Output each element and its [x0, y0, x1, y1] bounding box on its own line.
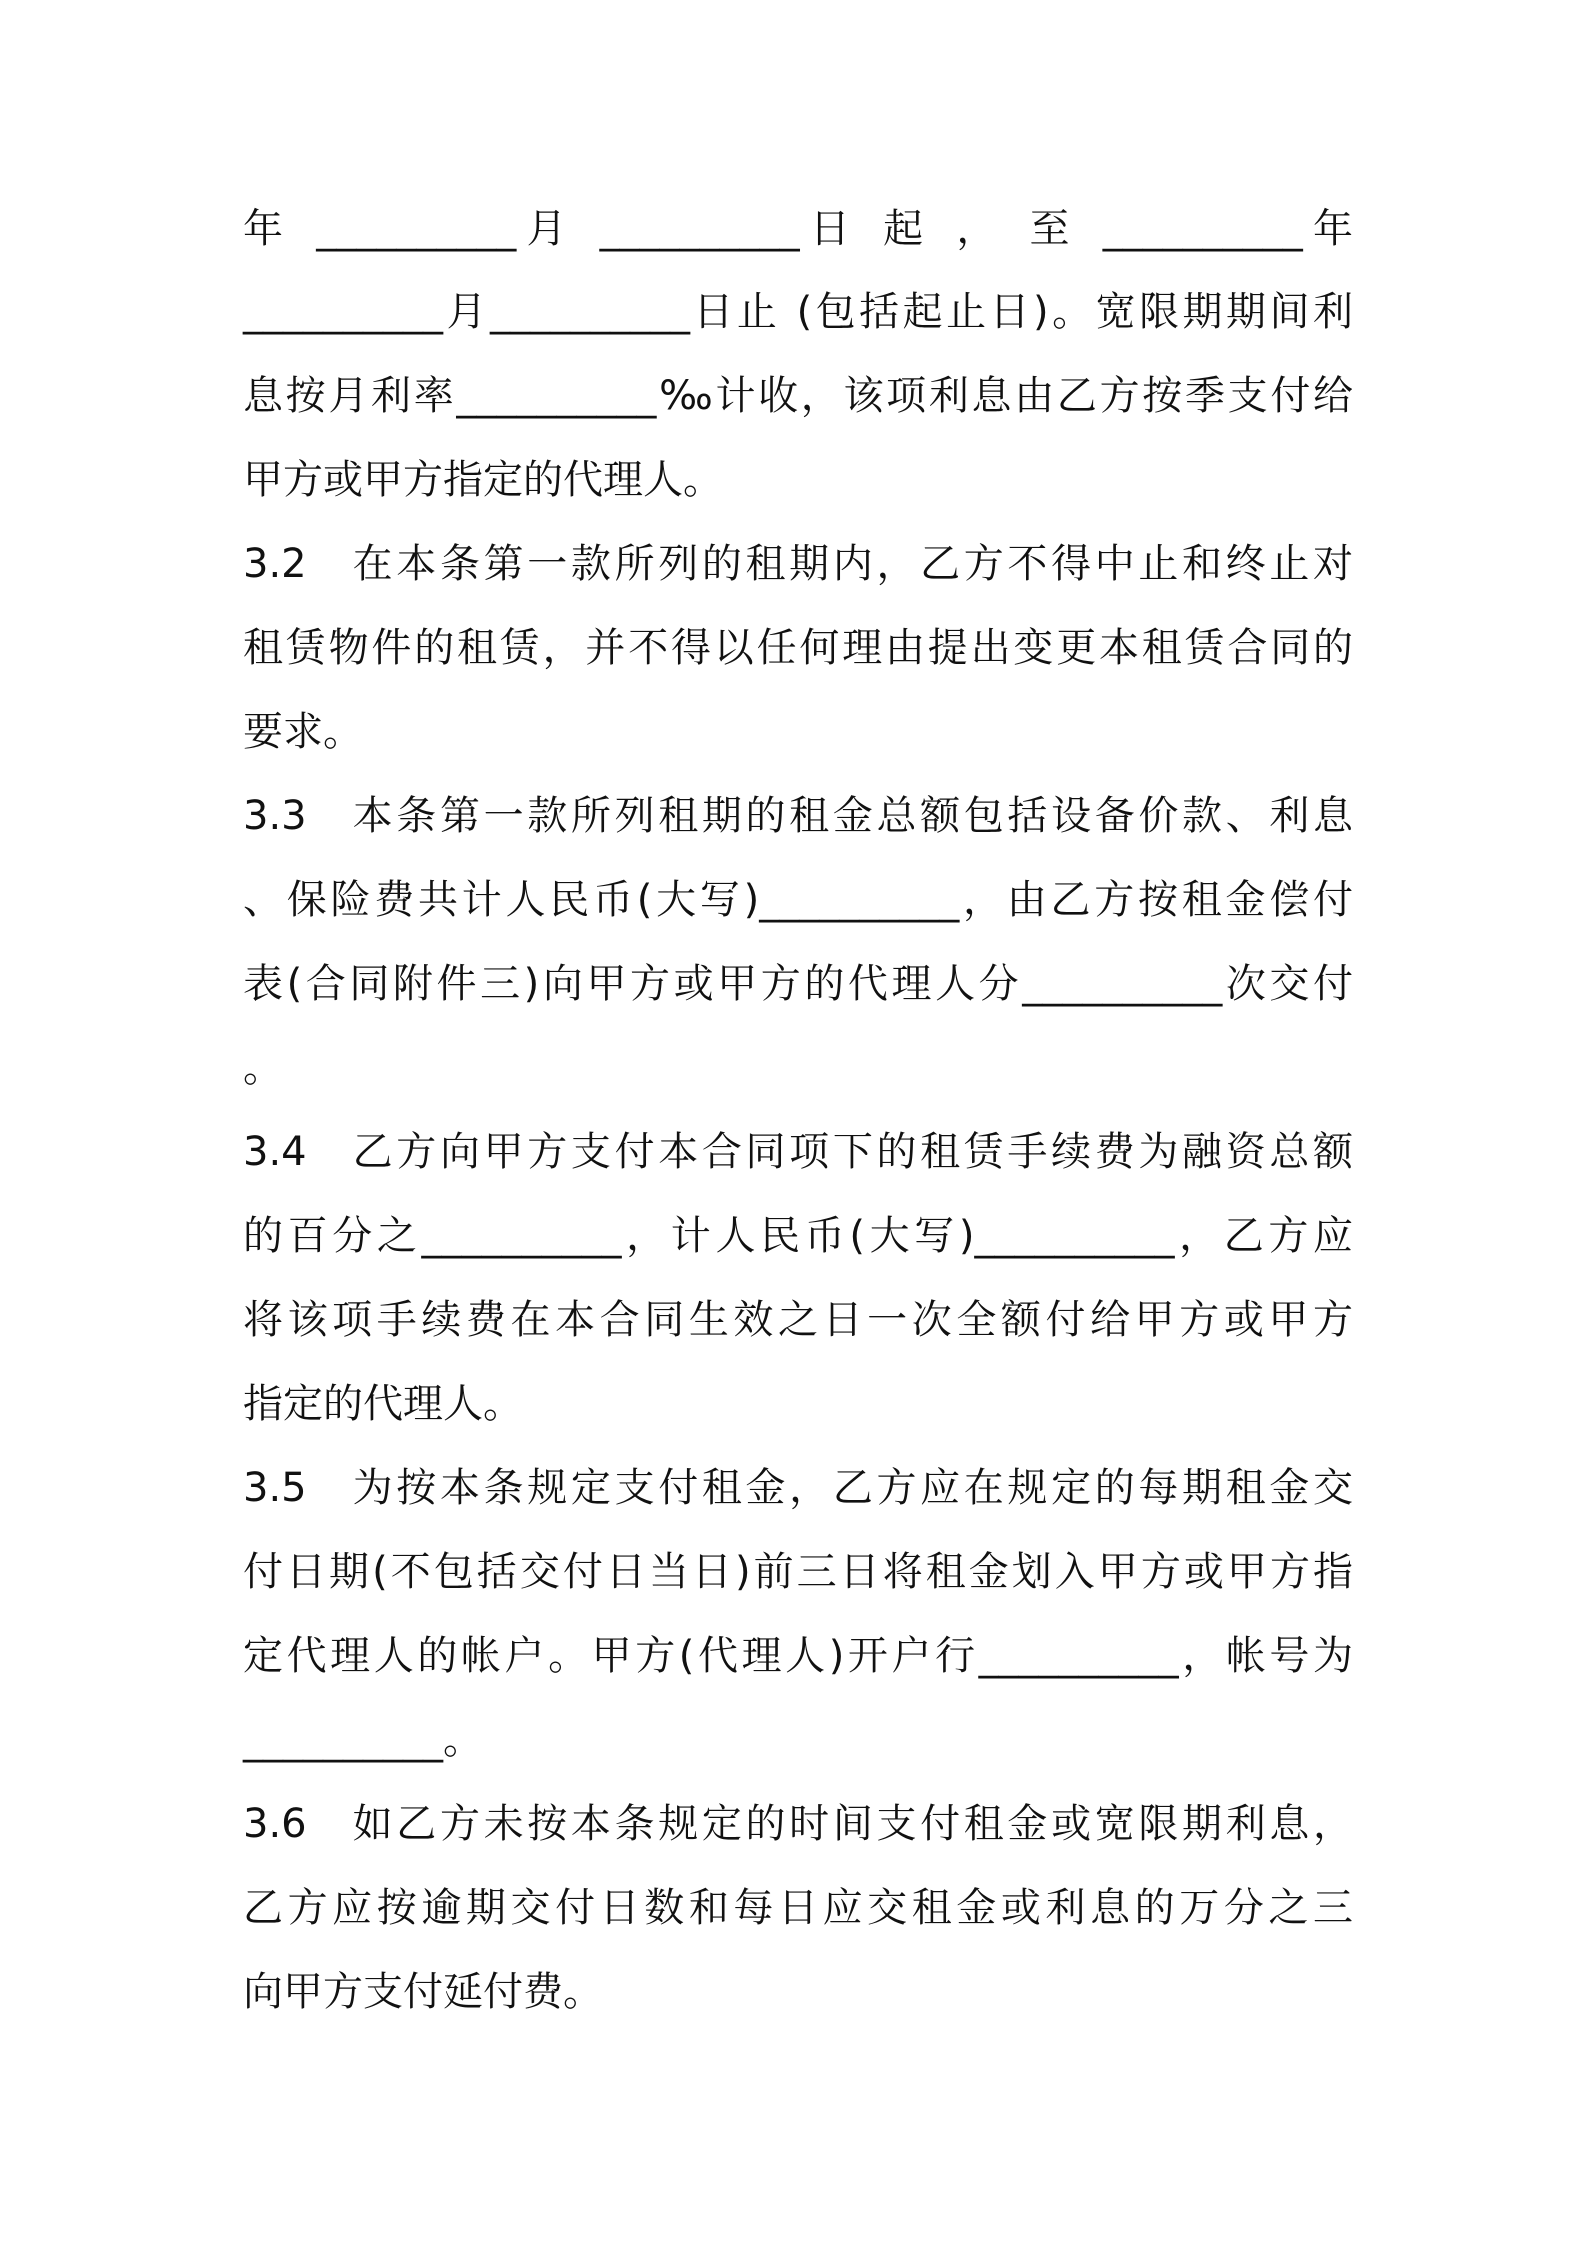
text-line: 表(合同附件三)向甲方或甲方的代理人分__________次交付 — [243, 961, 1353, 1007]
text-line: 年 __________月 __________日 起 ， 至 __________年 — [243, 206, 1353, 252]
clause-number: 3.3 — [243, 793, 307, 839]
text-line: 甲方或甲方指定的代理人。 — [243, 457, 723, 503]
clause-3-6-first-line — [243, 1801, 1353, 1847]
text-line: 付日期(不包括交付日当日)前三日将租金划入甲方或甲方指 — [243, 1549, 1353, 1595]
text-line: 要求。 — [243, 709, 363, 755]
clause-text: 为按本条规定支付租金，乙方应在规定的每期租金交 — [349, 1465, 1353, 1511]
text-line: 。 — [243, 1045, 283, 1091]
clause-text: 乙方向甲方支付本合同项下的租赁手续费为融资总额 — [349, 1129, 1353, 1175]
text-line: 定代理人的帐户。甲方(代理人)开户行__________，帐号为 — [243, 1633, 1353, 1679]
clause-number: 3.5 — [243, 1465, 307, 1511]
text-line: 租赁物件的租赁，并不得以任何理由提出变更本租赁合同的 — [243, 625, 1353, 671]
clause-number: 3.4 — [243, 1129, 307, 1175]
clause-text: 本条第一款所列租期的租金总额包括设备价款、利息 — [349, 793, 1353, 839]
text-line: 指定的代理人。 — [243, 1381, 523, 1427]
text-line: 、保险费共计人民币(大写)__________，由乙方按租金偿付 — [243, 877, 1353, 923]
clause-3-3-first-line — [243, 793, 1353, 839]
text-line: 向甲方支付延付费。 — [243, 1969, 603, 2015]
clause-number: 3.2 — [243, 541, 307, 587]
text-line: 乙方应按逾期交付日数和每日应交租金或利息的万分之三 — [243, 1885, 1353, 1931]
clause-3-5-first-line — [243, 1465, 1353, 1511]
text-line: 的百分之__________，计人民币(大写)__________，乙方应 — [243, 1213, 1353, 1259]
text-line: 将该项手续费在本合同生效之日一次全额付给甲方或甲方 — [243, 1297, 1353, 1343]
text-line: __________月__________日止 (包括起止日)。宽限期期间利 — [243, 289, 1353, 335]
clause-3-4-first-line — [243, 1129, 1353, 1175]
clause-3-2-first-line — [243, 541, 1353, 587]
clause-number: 3.6 — [243, 1801, 307, 1847]
clause-text: 在本条第一款所列的租期内，乙方不得中止和终止对 — [349, 541, 1353, 587]
text-line: 息按月利率__________‰计收，该项利息由乙方按季支付给 — [243, 373, 1353, 419]
clause-text: 如乙方未按本条规定的时间支付租金或宽限期利息， — [349, 1801, 1353, 1847]
text-line: __________。 — [243, 1717, 483, 1763]
